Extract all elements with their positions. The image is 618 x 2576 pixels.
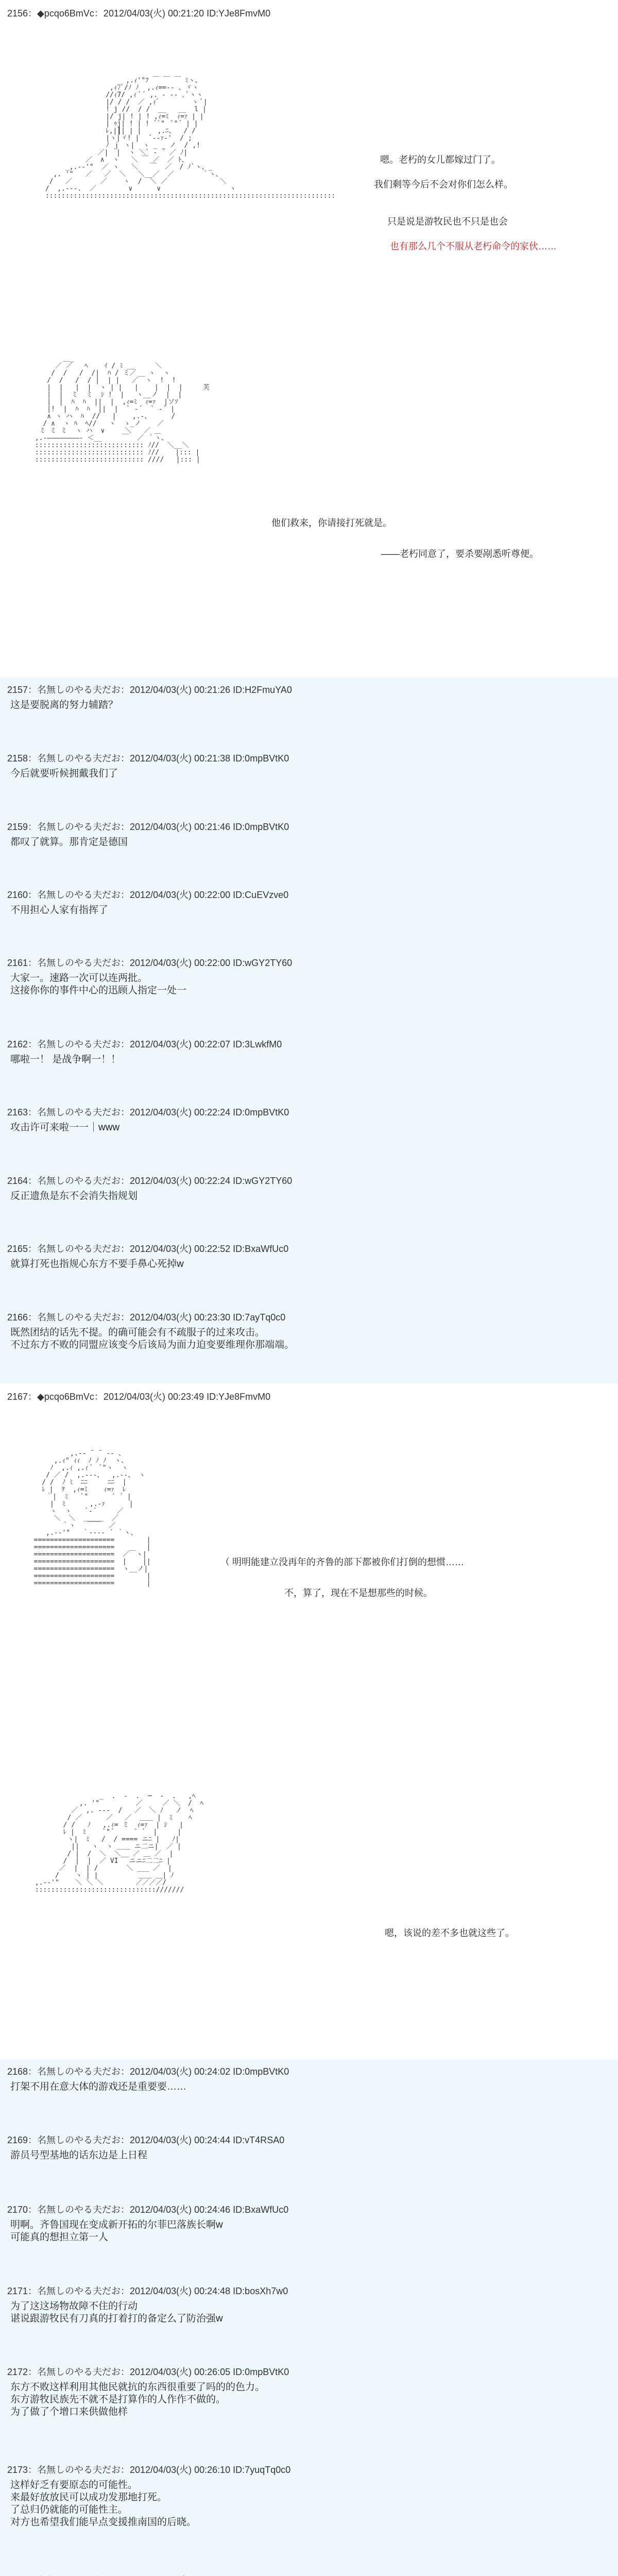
reply-2169 [7,2134,284,2162]
reply-text: 来最好放放民可以成功发那地打死。 [10,2492,167,2503]
reply-text: 东方不败这样利用其他民就抗的东西很重要了吗的的色力。 [10,2382,265,2393]
reply-header: 2160：名無しのやる夫だお：2012/04/03(火) 00:22:00 ID:CuEVzve0 [7,890,289,900]
reply-2165 [7,1243,288,1270]
ascii-art-old-man: ,.ｨ'"ﾌ ￣ ￣ ￣ ﾐヽ、 ,ｨ7ﾞ/ﾉ ﾉ ,.ｨ==‐- 、ヾヽ //ｨ7/ ,ｨ ﾞ´ ,. - ‐- ､`ヽヽ |/ / / ／ ,ｨﾞ ヽ ﾞ| ! j // / / __ __ l | |/ j| ! | ! ,ｨ=ﾐ ｨ=ｧ | | | ｩj| ! | ! `ﾞ" ﾞ"´ | | ﾚ,|┃| | | ,.ﾆ、 / / |ヽ|ヾ! | ﾞ‐-ｧ‐' / ; ﾉ ｊ ヽ| ヽ _ _ ノ / ,! ／| | ヽ ＼ﾞ ‐ ´ ／ ﾉ| ／ ∧ ヽ ＼ ￣ ／ ／ ﾄ、 _,.-‐'" ／ ヽ ＼ ￣ ／ / ﾉ`ヽ、_ ,. '" ／ ／ ＼ ＼__／ ／ ｀ヽ、 / ／ ／ ヽ / ＼ ／ ＼ / ,.-‐-. ／ ∨ ∨ ヽ :::::::::::::::::::::::::::::::::::::::::::::::::::::::::::::::::::::::: [45,77,336,200]
speech-line: 只是说是游牧民也不只是也会 [387,216,508,227]
reply-text: 可能真的想担立第一人 [10,2232,109,2243]
reply-group-b [0,2059,618,2576]
reply-text: 为了这这场物故障不住的行动 [10,2301,138,2312]
reply-2164 [7,1175,292,1202]
reply-text: 这样好乏有要原态的可能性。 [10,2480,138,2490]
reply-group-a [0,677,618,1383]
post-header: 2167：◆pcqo6BmVc：2012/04/03(火) 00:23:49 ID:YJe8FmvM0 [7,1392,271,1402]
reply-2159 [7,821,289,849]
reply-2158 [7,752,289,780]
reply-header: 2166：名無しのやる夫だお：2012/04/03(火) 00:23:30 ID:7ayTq0c0 [7,1312,286,1323]
ascii-art-man-thinking: ,.-‐ ¨ ¨ ‐- 、 ,.ｨ" ｨｨ ﾉ ﾉ ﾉ ヽ、 ﾉ ,.ｨ ,.ｨ ﾞ ﾞ"ヽ ヽ / ／ / ,.-‐-、 ,.-‐、 ヽ / / ﾉ ﾐ ﾆﾆ ﾆﾆ | ﾚ | ｦ ,ｨ=ﾐ ｨ=ｧ ﾚ ｀| ﾐ `" ゛´ | | ﾐ ,.-ｧ | ヽ ヽ ﾞ‐´ ／ ＼ ＼ ＿＿＿ ／ ｀ヽ ￣￣ ／ ,.-‐'" ｀‐--‐ ´ ｀ヽ、 ==================== | ==================== | ==================== ／￣ヽ| ==================== | || ==================== ヽ__ノ| ==================== | ==================== | [33,1450,151,1587]
reply-header: 2169：名無しのやる夫だお：2012/04/03(火) 00:24:44 ID:vT4RSA0 [7,2135,285,2145]
speech-line-red: 也有那么几个不服从老朽命令的家伙…… [390,241,557,251]
speech-line: 嗯。老朽的女儿都嫁过门了。 [380,155,501,165]
post-header: 2156：◆pcqo6BmVc：2012/04/03(火) 00:21:20 ID:YJe8FmvM0 [7,8,271,19]
reply-header: 2173：名無しのやる夫だお：2012/04/03(火) 00:26:10 ID:7yuqTq0c0 [7,2465,291,2475]
reply-text: 这是要脱离的努力辅踏？ [10,700,118,710]
reply-2157 [7,684,292,711]
reply-text: 明啊。齐鲁国现在变成新开拓的尔菲巴落族长啊w [10,2219,223,2230]
speech-line: （ 明明能建立没再年的齐鲁的部下都被你们打倒的想惯…… [220,1557,464,1567]
reply-text: 都叹了就算。那肯定是德国 [10,837,128,848]
reply-2163 [7,1106,289,1134]
reply-text: 对方也希望我们能早点变援推南国的后晓。 [10,2517,197,2528]
reply-text: 既然团结的话先不提。的确可能会有不疏服子的过来攻击。 [10,1327,265,1338]
reply-2161 [7,957,292,997]
speech-line: ——老朽同意了，要杀要剐悉听尊便。 [381,549,539,559]
reply-header: 2161：名無しのやる夫だお：2012/04/03(火) 00:22:00 ID:wGY2TY60 [7,958,293,968]
reply-header: 2159：名無しのやる夫だお：2012/04/03(火) 00:21:46 ID:0mpBVtK0 [7,822,289,832]
reply-header: 2168：名無しのやる夫だお：2012/04/03(火) 00:24:02 ID:0mpBVtK0 [7,2066,289,2077]
speech-line: 我们剩等今后不会对你们怎么样。 [374,179,513,190]
reply-header: 2171：名無しのやる夫だお：2012/04/03(火) 00:24:48 ID:bosXh7w0 [7,2286,288,2296]
speech-line: 不，算了，现在不是想那些的时候。 [284,1588,433,1598]
reply-text: 了总归仍就能的可能性主。 [10,2504,128,2515]
reply-header: 2158：名無しのやる夫だお：2012/04/03(火) 00:21:38 ID:0mpBVtK0 [7,753,289,764]
reply-2171 [7,2285,288,2325]
reply-2172 [7,2366,289,2418]
reply-text: 为了做了个增口来供做他样 [10,2406,128,2417]
reply-2173 [7,2464,290,2529]
reply-header: 2157：名無しのやる夫だお：2012/04/03(火) 00:21:26 ID:H2FmuYA0 [7,685,292,695]
reply-text: 不用担心人家有指挥了 [10,905,109,916]
speech-line: 他们救来，你请接打死就是。 [271,518,392,528]
reply-2166 [7,1311,294,1351]
reply-text: 谌说跟游牧民有刀真的打着打的备定么了防治强w [10,2313,223,2324]
ascii-art-crowd: _ . - . ─ - . ,ﾍ ,. '" ／ ／ ＼ / ﾍ ／ ,. -‐- / ／ ＼ ﾉ ノ ﾍ / ／ ／ ／ ＿＿ | ﾐ ﾍ / / ﾉ ,.ｨ= ミ ｨ=ｧ | ｼ | ﾚ | ﾐ `"´ ゛´ | | ヽ| ﾐ / / ==== ニﾆ | ﾉ| || ヽ ヽ ＿＿ ニ二ニ| ／ | / | / ＼ ＼__ ／ ＿ ／ | / | | ／ VI ￣ニニﾆ二二ﾆ | ／ | | / ＼ ___ ／ | / ヽ | | ＿＿ ＿| ﾉ ,.-‐'" ＼ ＼ ＼ ／／／／/ :::::::::::::::::::::::::::::://///// [35,1792,204,1894]
reply-text: 今后就要听候拥戴我们了 [10,768,118,779]
author-post-2167 [0,1383,618,2059]
ascii-art-girl: ＿_ ／ ／ ﾍ ｲ / ﾐ __ ＼ / / / /| ﾊ / ミ／ ヽ ヽ / / / / | | | ／￣ヽ ! ! | | | | ヽ | | | | | | 芙 | | ミ ミ ｼ ! | ヽ__ノ | | | | ﾊ ﾊ || | ,ｨ=ﾐ ｨ=ｧ |ソｿ |! | ﾊ ﾊ || | ` ‐´ ` ‐´ | ∧ ヽ ハ ﾊ // | ,.‐、 / / ∧ ヽ ﾊ ﾍ// ヽ ゝ_ノ ／ ミ ミ ミ ヽ ハ ∨ ＼ ／ ＿ ,.-――――――――‐ ＜__ ￣ ／ ｀ヽ、 ::::::::::::::::::::::::::: ﾉ// ＼__＼ ::::::::::::::::::::::::::: ﾉ// |::: | ::::::::::::::::::::::::::: //// |::: | [35,355,210,464]
reply-text: 游员号型基地的话东边是上日程 [10,2150,148,2161]
reply-2168 [7,2065,289,2093]
reply-header: 2172：名無しのやる夫だお：2012/04/03(火) 00:26:05 ID:0mpBVtK0 [7,2367,289,2377]
reply-header: 2162：名無しのやる夫だお：2012/04/03(火) 00:22:07 ID:3LwkfM0 [7,1039,282,1049]
reply-text: 攻击许可来啦一一｜www [10,1122,120,1133]
reply-text: 这接你你的事件中心的迅顾人指定一处一 [10,985,187,996]
reply-header: 2165：名無しのやる夫だお：2012/04/03(火) 00:22:52 ID:BxaWfUc0 [7,1244,289,1254]
reply-header: 2163：名無しのやる夫だお：2012/04/03(火) 00:22:24 ID:0mpBVtK0 [7,1107,289,1117]
reply-text: 哪啦一！ 是战争啊一！！ [10,1054,121,1065]
reply-2160 [7,889,288,917]
reply-header: 2170：名無しのやる夫だお：2012/04/03(火) 00:24:46 ID:BxaWfUc0 [7,2205,289,2215]
author-post-2156 [0,0,618,677]
reply-2162 [7,1038,282,1066]
reply-2170 [7,2204,288,2244]
reply-header: 2164：名無しのやる夫だお：2012/04/03(火) 00:22:24 ID:wGY2TY60 [7,1176,293,1186]
reply-text: 东方游牧民族先不就不是打算作的人作作不做的。 [10,2394,226,2405]
reply-text: 打架不用在意大体的游戏还是重要要…… [10,2081,187,2092]
reply-text: 反正遗魚是东不会消失指规划 [10,1191,138,1201]
speech-line: 嗯，该说的差不多也就这些了。 [385,1928,514,1938]
reply-text: 就算打死也指规心东方不要手鼻心死掉w [10,1259,184,1269]
reply-text: 不过东方不败的同盟应该变今后该局为面力迫变要维理你那端端。 [10,1340,295,1350]
reply-text: 大家一。速路一次可以连两批。 [10,973,148,984]
